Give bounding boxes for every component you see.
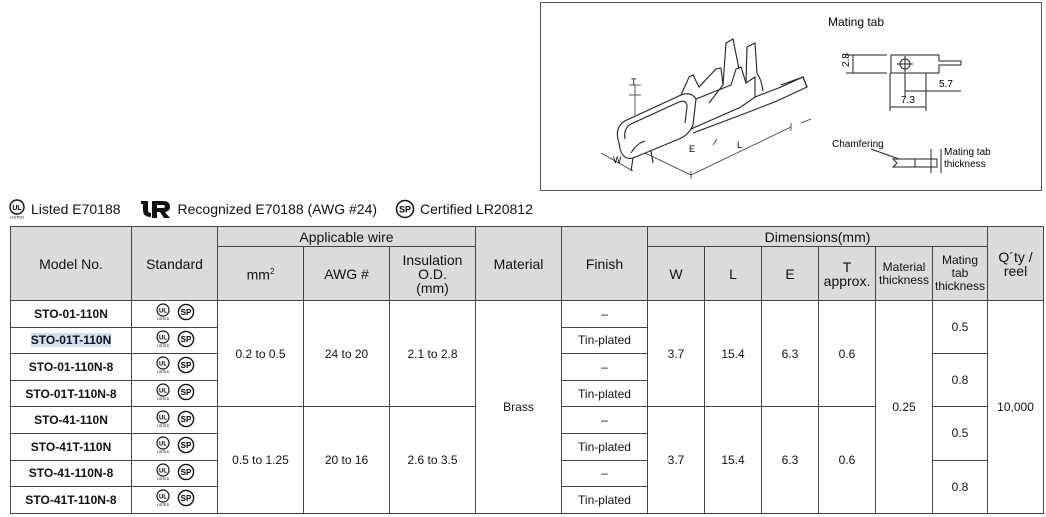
cert-csa-text: Certified LR20812	[420, 201, 533, 217]
mating-tab-title: Mating tab	[828, 15, 885, 29]
model-no[interactable]: STO-01-110N-8	[28, 359, 114, 374]
std-listed-text: LISTED	[156, 503, 169, 508]
cert-ur-recognized	[139, 198, 377, 220]
std-ul-text: UL	[158, 335, 167, 342]
ul-listed-icon	[155, 303, 171, 321]
std-ul-text: UL	[158, 494, 167, 501]
standard-cell	[132, 407, 218, 434]
mating-thickness: 0.8	[933, 354, 988, 407]
standard-icons	[155, 330, 195, 348]
th-material: Material	[476, 227, 562, 301]
dim-w: 3.7	[648, 301, 705, 407]
std-listed-text: LISTED	[156, 423, 169, 428]
th-e: E	[762, 247, 819, 301]
std-csa-text: SP	[180, 494, 191, 504]
std-csa-text: SP	[180, 308, 191, 318]
ul-listed-icon	[155, 330, 171, 348]
label-w: W	[613, 155, 622, 165]
th-applicable-wire: Applicable wire	[218, 227, 476, 247]
th-mat-thick-1: Material	[882, 259, 926, 274]
dim-t: 0.6	[819, 301, 876, 407]
std-csa-text: SP	[180, 361, 191, 371]
std-listed-text: LISTED	[156, 370, 169, 375]
label-t: T	[631, 77, 637, 87]
model-no[interactable]: STO-41T-110N	[30, 439, 112, 454]
std-csa-text: SP	[180, 388, 191, 398]
standard-icons	[155, 303, 195, 321]
th-t-1: T	[842, 258, 852, 275]
ul-listed-icon	[155, 410, 171, 428]
model-no[interactable]: STO-41-110N	[34, 413, 108, 428]
material-thickness-cell: 0.25	[876, 301, 933, 514]
standard-icons	[155, 463, 195, 481]
csa-icon	[177, 463, 195, 481]
standard-cell	[132, 327, 218, 354]
standard-icons	[155, 383, 195, 401]
dim-2-8: 2.8	[841, 53, 852, 67]
chamfer-shape	[871, 149, 941, 173]
std-listed-text: LISTED	[156, 397, 169, 402]
th-t-2: approx.	[823, 272, 871, 289]
ul-listed-icon	[155, 436, 171, 454]
wire-awg: 24 to 20	[304, 301, 390, 407]
model-no[interactable]: STO-01T-110N	[30, 333, 112, 348]
std-csa-text: SP	[180, 334, 191, 344]
std-csa-text: SP	[180, 441, 191, 451]
mating-thickness: 0.8	[933, 460, 988, 513]
certification-row	[8, 197, 551, 221]
dim-l: 15.4	[705, 407, 762, 513]
th-mat-thick-2: thickness	[879, 272, 930, 287]
material-cell: Brass	[476, 301, 562, 514]
csa-icon	[177, 489, 195, 507]
th-mm2-text: mm	[246, 266, 270, 283]
model-no[interactable]: STO-41-110N-8	[28, 466, 114, 481]
th-standard: Standard	[132, 227, 218, 301]
std-ul-text: UL	[158, 415, 167, 422]
dim-t: 0.6	[819, 407, 876, 513]
th-qty	[988, 227, 1044, 301]
th-dimensions: Dimensions(mm)	[648, 227, 988, 247]
csa-icon	[177, 303, 195, 321]
th-w: W	[648, 247, 705, 301]
terminal-drawing-svg	[541, 3, 1043, 192]
terminal-outline	[617, 39, 807, 171]
std-listed-text: LISTED	[156, 450, 169, 455]
standard-cell	[132, 433, 218, 460]
th-mating-3: thickness	[935, 279, 986, 293]
finish-cell: –	[562, 407, 648, 434]
th-mm2-sup: 2	[269, 267, 275, 277]
finish-cell: Tin-plated	[562, 433, 648, 460]
cert-ul-listed	[8, 199, 121, 219]
standard-icons	[155, 489, 195, 507]
wire-awg: 20 to 16	[304, 407, 390, 513]
label-l: L	[737, 140, 743, 150]
cert-ur-recognized-text: Recognized E70188 (AWG #24)	[177, 201, 378, 217]
spec-table	[10, 226, 1044, 514]
std-ul-text: UL	[158, 308, 167, 315]
dim-e: 6.3	[762, 301, 819, 407]
spec-table-body	[11, 301, 1044, 514]
th-mm2	[218, 247, 304, 301]
model-no[interactable]: STO-41T-110N-8	[25, 492, 117, 507]
csa-icon	[177, 383, 195, 401]
std-ul-text: UL	[158, 468, 167, 475]
std-ul-text: UL	[158, 441, 167, 448]
ul-listed-icon	[155, 356, 171, 374]
th-awg: AWG #	[304, 247, 390, 301]
csa-icon	[177, 356, 195, 374]
std-csa-text: SP	[180, 467, 191, 477]
csa-icon	[177, 330, 195, 348]
model-no[interactable]: STO-01-110N	[34, 306, 108, 321]
finish-cell: Tin-plated	[562, 380, 648, 407]
mating-thickness: 0.5	[933, 301, 988, 354]
th-mating-2: tab	[951, 266, 969, 280]
qty-cell: 10,000	[988, 301, 1044, 514]
th-insulation-1: Insulation	[402, 251, 463, 268]
std-ul-text: UL	[158, 361, 167, 368]
finish-cell: –	[562, 460, 648, 487]
standard-cell	[132, 487, 218, 514]
mating-thickness: 0.5	[933, 407, 988, 460]
svg-text:LISTED: LISTED	[9, 214, 25, 219]
th-mating-1: Mating	[942, 253, 979, 267]
wire-mm2: 0.2 to 0.5	[218, 301, 304, 407]
std-listed-text: LISTED	[156, 317, 169, 322]
dim-e: 6.3	[762, 407, 819, 513]
th-finish: Finish	[562, 227, 648, 301]
wire-mm2: 0.5 to 1.25	[218, 407, 304, 513]
ur-recognized-icon	[139, 198, 173, 220]
cert-ul-listed-text: Listed E70188	[31, 201, 121, 217]
standard-cell	[132, 380, 218, 407]
standard-icons	[155, 436, 195, 454]
th-mating-tab	[933, 247, 988, 301]
csa-icon	[395, 199, 415, 219]
standard-icons	[155, 410, 195, 428]
standard-cell	[132, 460, 218, 487]
std-listed-text: LISTED	[156, 476, 169, 481]
svg-text:SP: SP	[399, 204, 412, 215]
th-insulation-3: (mm)	[416, 279, 449, 296]
mating-thickness-label-2: thickness	[944, 159, 986, 170]
th-model: Model No.	[11, 227, 132, 301]
ul-listed-icon	[8, 199, 26, 219]
ul-listed-icon	[155, 383, 171, 401]
finish-cell: –	[562, 301, 648, 328]
dim-w: 3.7	[648, 407, 705, 513]
insulation-od: 2.1 to 2.8	[390, 301, 476, 407]
dim-l: 15.4	[705, 301, 762, 407]
ul-listed-icon	[155, 463, 171, 481]
th-insulation	[390, 247, 476, 301]
th-insulation-2: O.D.	[418, 265, 447, 282]
th-qty-1: Q´ty /	[998, 248, 1033, 265]
std-listed-text: LISTED	[156, 343, 169, 348]
label-e: E	[689, 144, 696, 154]
std-csa-text: SP	[180, 414, 191, 424]
mating-thickness-label-1: Mating tab	[944, 147, 991, 158]
svg-text:UL: UL	[12, 205, 22, 212]
finish-cell: Tin-plated	[562, 487, 648, 514]
finish-cell: Tin-plated	[562, 327, 648, 354]
csa-icon	[177, 436, 195, 454]
dim-5-7: 5.7	[939, 79, 953, 90]
insulation-od: 2.6 to 3.5	[390, 407, 476, 513]
standard-icons	[155, 356, 195, 374]
th-material-thickness	[876, 247, 933, 301]
th-l: L	[705, 247, 762, 301]
model-no[interactable]: STO-01T-110N-8	[25, 386, 117, 401]
csa-icon	[177, 410, 195, 428]
ul-listed-icon	[155, 489, 171, 507]
chamfering-label: Chamfering	[832, 139, 884, 150]
table-row	[11, 301, 1044, 328]
th-qty-2: reel	[1003, 262, 1028, 279]
dim-7-3: 7.3	[901, 95, 915, 106]
standard-cell	[132, 354, 218, 381]
dimension-lines	[601, 85, 811, 179]
th-t	[819, 247, 876, 301]
standard-cell	[132, 301, 218, 328]
terminal-drawing	[540, 2, 1042, 191]
std-ul-text: UL	[158, 388, 167, 395]
finish-cell: –	[562, 354, 648, 381]
cert-csa	[395, 199, 533, 219]
